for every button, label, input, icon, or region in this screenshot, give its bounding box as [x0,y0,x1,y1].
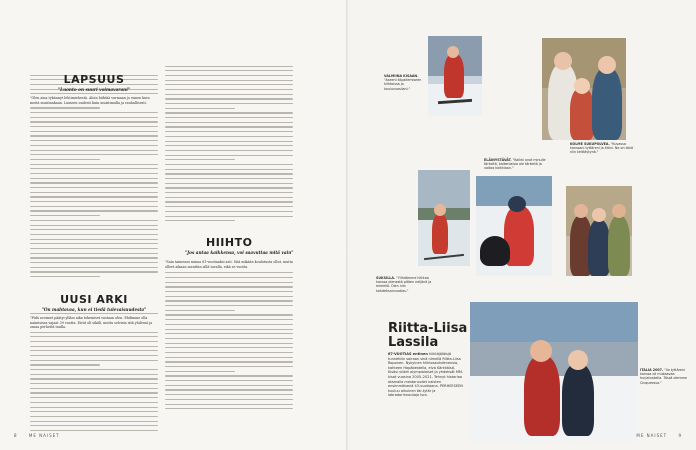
caption-kolme-bold: KOLME SUKUPOLVEA. [570,142,610,146]
caption-valmiina-text: "Aseeni kilpailemiseen hiihtoissa ja kouluvuosiiani." [384,78,422,91]
section-headline-lapsuus: LAPSUUS [63,73,125,86]
caption-elain-bold: ELÄINYSTÄVÄT. [484,158,512,162]
caption-elainystavat [484,158,550,171]
section-subhead-uusi-arki: "On mahtavaa, kun ei tiedä tulevaisuudesta" [30,307,158,312]
caption-suksilla-bold: SUKSILLA. [376,276,396,280]
profile-name: Riitta-Liisa Lassila [388,321,468,350]
caption-kolme-sukupolvea [570,142,634,155]
uusi-arki-intro [30,316,158,330]
photo-kolme-sukupolvea [542,38,626,140]
uusi-arki-paragraph: "Pidä avoimet päätyi ylläni aika tekemiset vastaan olen. Ehdimme olla naimisissa vajaat 39 vuotta. Eivät oli sikäli, mutta selvisin sitä yhdessä ja omaa perhettä taidla. [30,316,153,330]
left-folio [14,433,60,438]
photo-italia-2007 [470,302,638,442]
left-folio-label: ME NAISET [28,433,60,438]
left-page-number: 8 [14,433,18,438]
section-subhead-hiihto: "Jos antaa kaikkensa, voi saavuttaa mitä vain" [185,250,294,255]
text-column-1 [30,35,158,435]
section-subhead-lapsuus: "Luonto on suuri voimavarani" [57,87,131,92]
profile-bio-text: hiihtäjäläisjä tunnettiin sairaan sinä nimellä Riitta-Liisa Roponen. Nykyinen hiihtoseuhdimensia, kahteen Hapäbestella, eiva Kärkkäisä, Kisäsi viidet olympialaiset ja yhdeksät MM-kisat vuosina 2005–2021. Tehnyt historiaa otamalla mestaruudet naisten ensimmäisenä 43-vuotiaana. PERHEESEEN kuuluu aikuinen tär-tytär ja labradorinnoutaja Isra. [388,352,464,398]
right-folio [636,433,682,438]
photo-ystavyys-kantaa [566,186,632,276]
hiihto-paragraph: "Sain taimenni minua 81-vuotiaaksi asti. Sitä mikään koulutusta ollut, mutta olleet aikaan menttiin sillä tavalla, eikä se vuotta. [165,260,293,269]
caption-italia-text: "Ilo tyttäreni kanssa oli mukaavaa hurjatuskella. Tässä olemme Cinqueessa." [640,368,687,385]
profile-bio-bold: 67-VUOTIAS entinen [388,352,428,356]
caption-valmiina-bold: VALMIINA KISAAN. [384,74,419,78]
right-page-number: 9 [678,433,682,438]
caption-italia [640,368,692,385]
lapsuus-paragraph: "Olen aina tykännyt lehtimiehestä. Aloin hiihtää varmaan jo ennen kuin meitä muistankaan. Lumeen uudesti kuin muistimulla ja rauhallisesti. [30,96,158,105]
caption-suksilla-text: "Ylihdämme hiihtoa kanssa pienestä pitäen neljänä ja mielellä. Olen niin kahdeksanvuotias." [376,276,432,293]
caption-kolme-text: "Kuvassa kanssani tyttäreni ja äitini. Ne on tänä niin keittäytynä." [570,142,634,155]
right-folio-label: ME NAISET [636,433,668,438]
section-headline-hiihto: HIIHTO [200,236,296,249]
caption-italia-bold: ITALIA 2007. [640,368,664,372]
profile-bio [388,352,466,398]
lapsuus-intro [30,96,158,105]
photo-koira-lumessa [476,176,552,276]
caption-elain-text: "Kaikki ovat minulle tärkeitä, kaikenlaisia ole tärkeitä ja voitaa kaikkiaan." [484,158,546,171]
photo-suksilla [418,170,470,266]
caption-suksilla [376,276,432,293]
photo-valmiina-kisaan [428,36,482,116]
section-headline-uusi-arki: UUSI ARKI [30,293,158,306]
caption-valmiina-kisaan [384,74,426,91]
hiihto-intro [165,260,293,269]
